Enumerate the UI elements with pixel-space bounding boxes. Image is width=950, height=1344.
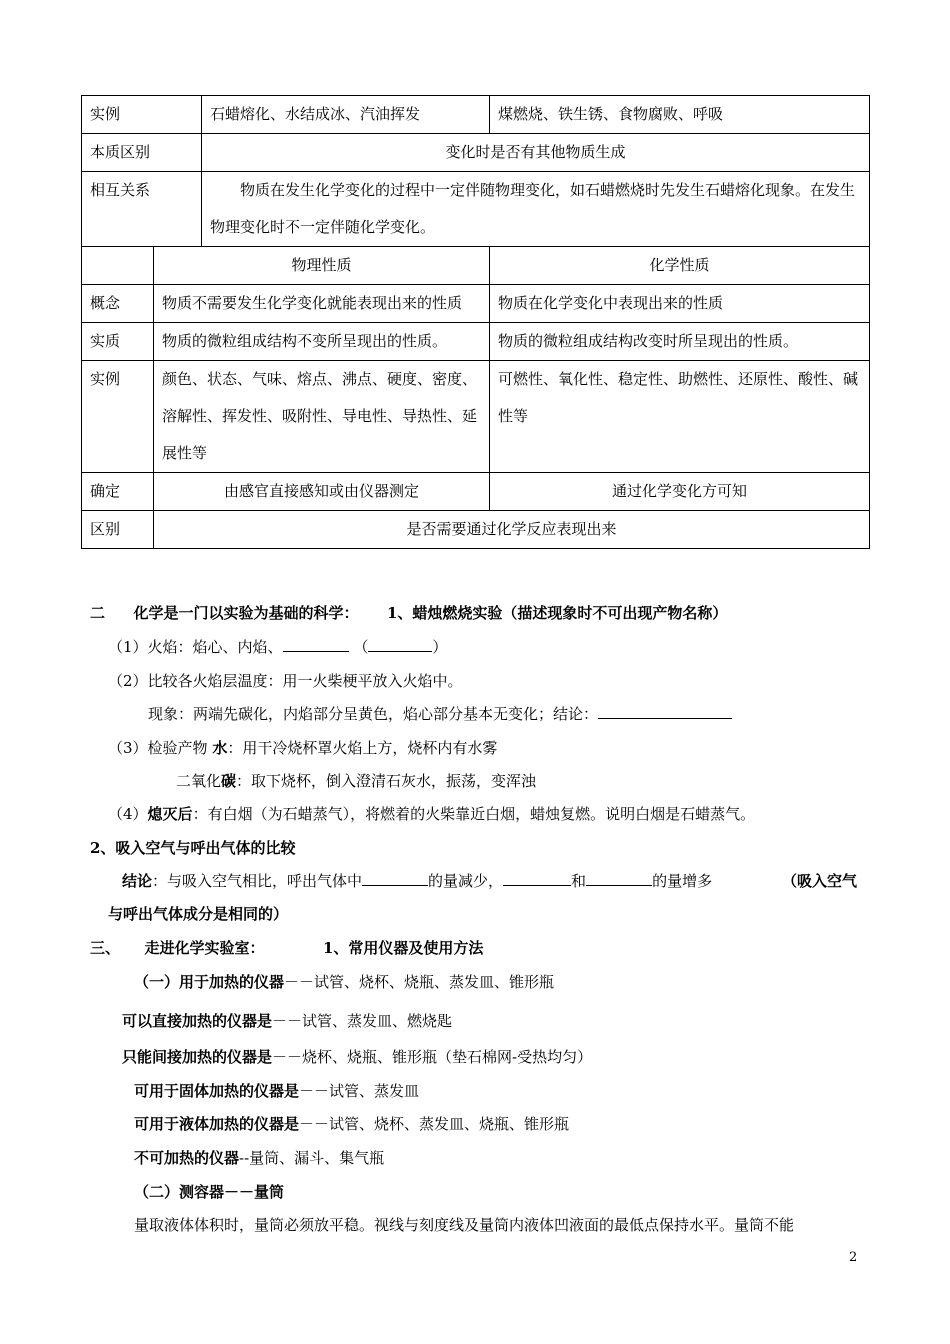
row-label: 实质 bbox=[82, 323, 154, 361]
text: 只能间接加热的仪器是 bbox=[122, 1048, 273, 1066]
blank-line bbox=[586, 871, 652, 886]
blank-line bbox=[283, 637, 349, 652]
row-label: 实例 bbox=[82, 361, 154, 473]
text: －－烧杯、烧瓶、锥形瓶（垫石棉网-受热均匀） bbox=[272, 1048, 593, 1066]
flame-line bbox=[108, 636, 447, 657]
header-physical: 物理性质 bbox=[154, 247, 490, 285]
text: ：有白烟（为石蜡蒸气），将燃着的火柴靠近白烟，蜡烛复燃。说明白烟是石蜡蒸气。 bbox=[192, 805, 756, 823]
liquid-heating-line bbox=[134, 1113, 569, 1134]
text: （ bbox=[353, 638, 369, 656]
text: 碳 bbox=[221, 772, 237, 790]
text: （4） bbox=[108, 805, 148, 823]
text: 不可加热的仪器 bbox=[134, 1149, 240, 1167]
extinguish-line bbox=[108, 803, 755, 824]
text: 现象：两端先碳化，内焰部分呈黄色，焰心部分基本无变化；结论： bbox=[148, 705, 599, 723]
text: －－试管、蒸发皿、燃烧匙 bbox=[272, 1012, 453, 1030]
table-row bbox=[82, 323, 870, 361]
blank-line bbox=[368, 637, 432, 652]
empty-cell bbox=[82, 247, 154, 285]
text: －－试管、烧杯、烧瓶、蒸发皿、锥形瓶 bbox=[284, 973, 555, 991]
essential-difference: 变化时是否有其他物质生成 bbox=[202, 134, 870, 172]
measuring-text: 量取液体体积时，量筒必须放平稳。视线与刻度线及量筒内液体凹液面的最低点保持水平。量筒不能 bbox=[134, 1216, 795, 1234]
physical-cell: 颜色、状态、气味、熔点、沸点、硬度、密度、溶解性、挥发性、吸附性、导电性、导热性、延展性等 bbox=[154, 361, 490, 473]
conclusion-line bbox=[122, 870, 712, 891]
section3-heading bbox=[90, 937, 483, 958]
blank-line bbox=[503, 871, 571, 886]
chemical-cell: 物质的微粒组成结构改变时所呈现出的性质。 bbox=[490, 323, 870, 361]
table-row bbox=[82, 361, 870, 473]
table-row bbox=[82, 96, 870, 134]
solid-heating-line bbox=[134, 1080, 419, 1101]
blank-line bbox=[598, 704, 732, 719]
row-label: 实例 bbox=[82, 96, 202, 134]
text: （3）检验产物 bbox=[108, 739, 213, 757]
physical-cell: 由感官直接感知或由仪器测定 bbox=[154, 473, 490, 511]
comparison-table bbox=[81, 95, 870, 549]
table-header-row bbox=[82, 247, 870, 285]
table-row bbox=[82, 134, 870, 172]
text: ：用干冷烧杯罩火焰上方，烧杯内有水雾 bbox=[227, 739, 498, 757]
note-text: 与呼出气体成分是相同的） bbox=[108, 905, 289, 923]
text: 可以直接加热的仪器是 bbox=[122, 1012, 273, 1030]
text: （1）火焰：焰心、内焰、 bbox=[108, 638, 283, 656]
physical-cell: 物质的微粒组成结构不变所呈现出的性质。 bbox=[154, 323, 490, 361]
table-row bbox=[82, 511, 870, 549]
blank-line bbox=[362, 871, 428, 886]
text: 和 bbox=[571, 872, 587, 890]
section-number: 二 bbox=[90, 604, 106, 622]
section2-heading bbox=[90, 602, 727, 623]
heating-instruments-line bbox=[134, 971, 554, 992]
row-label: 区别 bbox=[82, 511, 154, 549]
text: 熄灭后 bbox=[147, 805, 193, 823]
physical-change-examples: 石蜡熔化、水结成冰、汽油挥发 bbox=[202, 96, 490, 134]
text: 二氧化 bbox=[176, 772, 222, 790]
chemical-cell: 可燃性、氧化性、稳定性、助燃性、还原性、酸性、碱性等 bbox=[490, 361, 870, 473]
text: 可用于液体加热的仪器是 bbox=[134, 1115, 300, 1133]
indirect-heating-line bbox=[122, 1046, 592, 1067]
text: －－试管、烧杯、蒸发皿、烧瓶、锥形瓶 bbox=[299, 1115, 570, 1133]
non-heating-line bbox=[134, 1147, 384, 1168]
chemical-change-examples: 煤燃烧、铁生锈、食物腐败、呼吸 bbox=[490, 96, 870, 134]
section-title: 化学是一门以实验为基础的科学： bbox=[133, 604, 359, 622]
row-label: 本质区别 bbox=[82, 134, 202, 172]
text: ） bbox=[432, 638, 448, 656]
text: －－试管、蒸发皿 bbox=[299, 1082, 420, 1100]
table-row bbox=[82, 172, 870, 247]
text: 结论 bbox=[122, 872, 153, 890]
text: （一）用于加热的仪器 bbox=[134, 973, 285, 991]
subsection-title: 1、常用仪器及使用方法 bbox=[322, 939, 484, 957]
text: 可用于固体加热的仪器是 bbox=[134, 1082, 300, 1100]
test-water-line bbox=[108, 737, 497, 758]
subsection-title: 1、蜡烛燃烧实验（描述现象时不可出现产物名称） bbox=[386, 604, 728, 622]
row-label: 相互关系 bbox=[82, 172, 202, 247]
page-number: 2 bbox=[849, 1250, 858, 1265]
chemical-cell: 通过化学变化方可知 bbox=[490, 473, 870, 511]
relationship-text: 物质在发生化学变化的过程中一定伴随物理变化，如石蜡燃烧时先发生石蜡熔化现象。在发生物理变化时不一定伴随化学变化。 bbox=[202, 172, 870, 247]
text: 的量减少， bbox=[428, 872, 504, 890]
chemical-cell: 物质在化学变化中表现出来的性质 bbox=[490, 285, 870, 323]
row-label: 概念 bbox=[82, 285, 154, 323]
subsection-title: 2、吸入空气与呼出气体的比较 bbox=[90, 839, 296, 857]
direct-heating-line bbox=[122, 1010, 452, 1031]
text: --量筒、漏斗、集气瓶 bbox=[239, 1149, 385, 1167]
temperature-line: （2）比较各火焰层温度：用一火柴梗平放入火焰中。 bbox=[108, 672, 463, 690]
section-number: 三、 bbox=[90, 939, 121, 957]
note-text: （吸入空气 bbox=[782, 872, 858, 890]
physical-cell: 物质不需要发生化学变化就能表现出来的性质 bbox=[154, 285, 490, 323]
text: ：取下烧杯，倒入澄清石灰水，振荡，变浑浊 bbox=[236, 772, 537, 790]
table-row bbox=[82, 473, 870, 511]
text: 水 bbox=[212, 739, 228, 757]
measuring-instruments-heading: （二）测容器－－量筒 bbox=[134, 1183, 285, 1201]
section-title: 走进化学实验室： bbox=[144, 939, 265, 957]
text: 的量增多 bbox=[652, 872, 713, 890]
phenomenon-line bbox=[148, 703, 732, 724]
table-row bbox=[82, 285, 870, 323]
text: ：与吸入空气相比，呼出气体中 bbox=[152, 872, 363, 890]
header-chemical: 化学性质 bbox=[490, 247, 870, 285]
test-co2-line bbox=[176, 770, 536, 791]
row-label: 确定 bbox=[82, 473, 154, 511]
difference-cell: 是否需要通过化学反应表现出来 bbox=[154, 511, 870, 549]
